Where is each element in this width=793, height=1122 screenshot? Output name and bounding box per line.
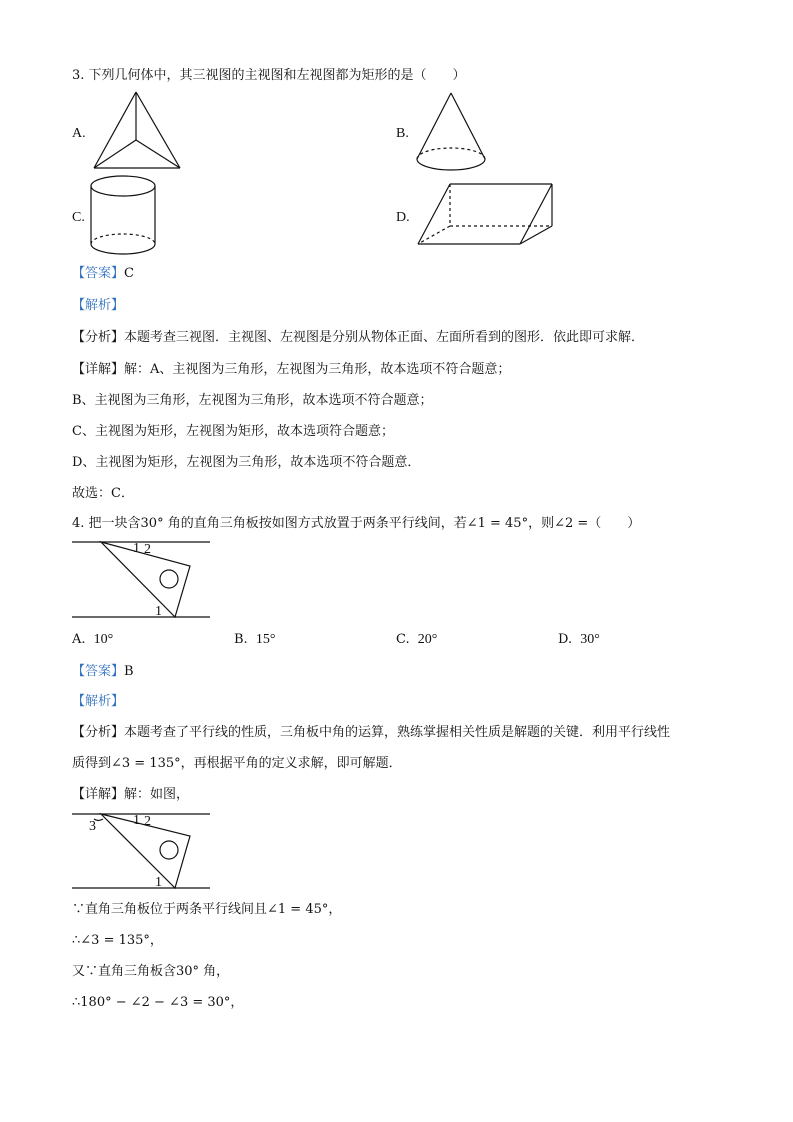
q3-conclusion: 故选：C． [72, 486, 134, 501]
q4-option-b-value: 15° [255, 632, 276, 647]
q3-answer-value: C [124, 266, 134, 281]
figure-label-1: 1 [155, 604, 162, 619]
q4-answer-value: B [124, 664, 134, 679]
q3-option-d-label: D. [396, 210, 410, 225]
q3-option-b-label: B. [396, 126, 409, 141]
q3-option-a-label: A. [72, 126, 86, 141]
figure-label-2: 2 [144, 542, 151, 557]
q3-detail-line: C、主视图为矩形，左视图为矩形，故本选项符合题意； [72, 424, 394, 439]
q4-option-a-letter: A. [72, 632, 86, 647]
q4-option-b-letter: B. [234, 632, 248, 647]
q4-jiexi-tag: 【解析】 [72, 694, 125, 709]
q4-option-d-value: 30° [580, 632, 600, 647]
q4-proof-line: ∴∠3 = 135°， [72, 933, 163, 948]
q3-answer-tag: 【答案】 [72, 266, 125, 281]
q3-detail-line: D、主视图为矩形，左视图为三角形，故本选项不符合题意． [72, 455, 421, 470]
q4-option-c-value: 20° [417, 632, 438, 647]
figure2-label-1: 1 [155, 875, 162, 890]
q3-option-c-label: C. [72, 210, 85, 225]
q4-answer-tag: 【答案】 [72, 664, 125, 679]
q4-option-a-value: 10° [93, 632, 114, 647]
q3-jiexi-tag: 【解析】 [72, 298, 125, 313]
q4-proof-line: 又∵直角三角板含30° 角， [72, 964, 230, 979]
q3-detail-line: 解：A、主视图为三角形，左视图为三角形，故本选项不符合题意； [124, 362, 511, 377]
q4-detail-tag: 【详解】 [72, 787, 125, 802]
q4-analysis-text-cont: 质得到∠3 = 135°，再根据平角的定义求解，即可解题． [72, 756, 402, 771]
figure2-label-1-top: 1 [133, 813, 140, 828]
figure-label-1-top: 1 [133, 541, 140, 556]
q3-analysis-text: 本题考查三视图．主视图、左视图是分别从物体正面、左面所看到的图形．依此即可求解． [124, 330, 645, 345]
q3-stem: 3. 下列几何体中，其三视图的主视图和左视图都为矩形的是（ ） [72, 68, 466, 83]
q3-detail-tag: 【详解】 [72, 362, 125, 377]
q3-analysis-tag: 【分析】 [72, 330, 125, 345]
q4-option-c-letter: C. [396, 632, 410, 647]
q4-analysis-tag: 【分析】 [72, 725, 125, 740]
q4-analysis-text: 本题考查了平行线的性质，三角板中角的运算，熟练掌握相关性质是解题的关键．利用平行线性 [124, 725, 671, 740]
q4-option-d-letter: D. [558, 632, 573, 647]
q4-stem: 4. 把一块含30° 角的直角三角板按如图方式放置于两条平行线间，若∠1 = 45°，则∠2 =（ ） [72, 516, 641, 531]
q4-proof-line: ∴180° − ∠2 − ∠3 = 30°， [72, 995, 244, 1010]
figure2-label-2: 2 [144, 814, 151, 829]
q3-detail-line: B、主视图为三角形，左视图为三角形，故本选项不符合题意； [72, 393, 433, 408]
figure2-label-3: 3 [89, 819, 96, 834]
q4-detail-intro: 解：如图， [124, 787, 190, 802]
q4-proof-line: ∵直角三角板位于两条平行线间且∠1 = 45°， [72, 902, 342, 917]
